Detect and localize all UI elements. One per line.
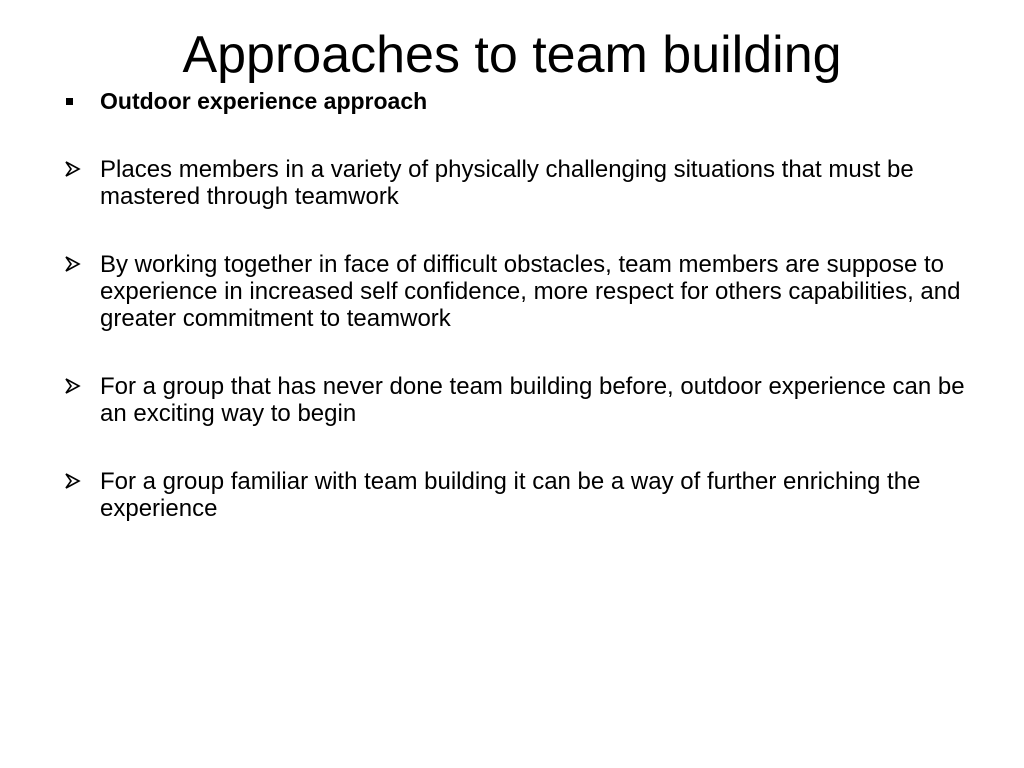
section-heading-text: Outdoor experience approach xyxy=(100,88,428,114)
slide-title: Approaches to team building xyxy=(182,26,842,84)
bullet-point-text: For a group familiar with team building it can be a way of further enriching the experience xyxy=(100,468,921,522)
bullet-list xyxy=(62,88,982,563)
bullet-point xyxy=(62,468,982,522)
bullet-point xyxy=(62,373,982,427)
bullet-point-text: By working together in face of difficult obstacles, team members are suppose to experience in increased self confidence, more respect for others capabilities, and greater commitment to teamwork xyxy=(100,251,961,332)
bullet-point-text: Places members in a variety of physically challenging situations that must be mastered through teamwork xyxy=(100,156,914,210)
square-bullet-icon xyxy=(62,88,92,115)
arrowhead-bullet-icon xyxy=(62,468,92,495)
section-heading xyxy=(62,88,982,115)
bullet-point-text: For a group that has never done team building before, outdoor experience can be an exciting way to begin xyxy=(100,373,965,427)
arrowhead-bullet-icon xyxy=(62,373,92,400)
bullet-point xyxy=(62,156,982,210)
arrowhead-bullet-icon xyxy=(62,251,92,278)
bullet-point xyxy=(62,251,982,332)
arrowhead-bullet-icon xyxy=(62,156,92,183)
